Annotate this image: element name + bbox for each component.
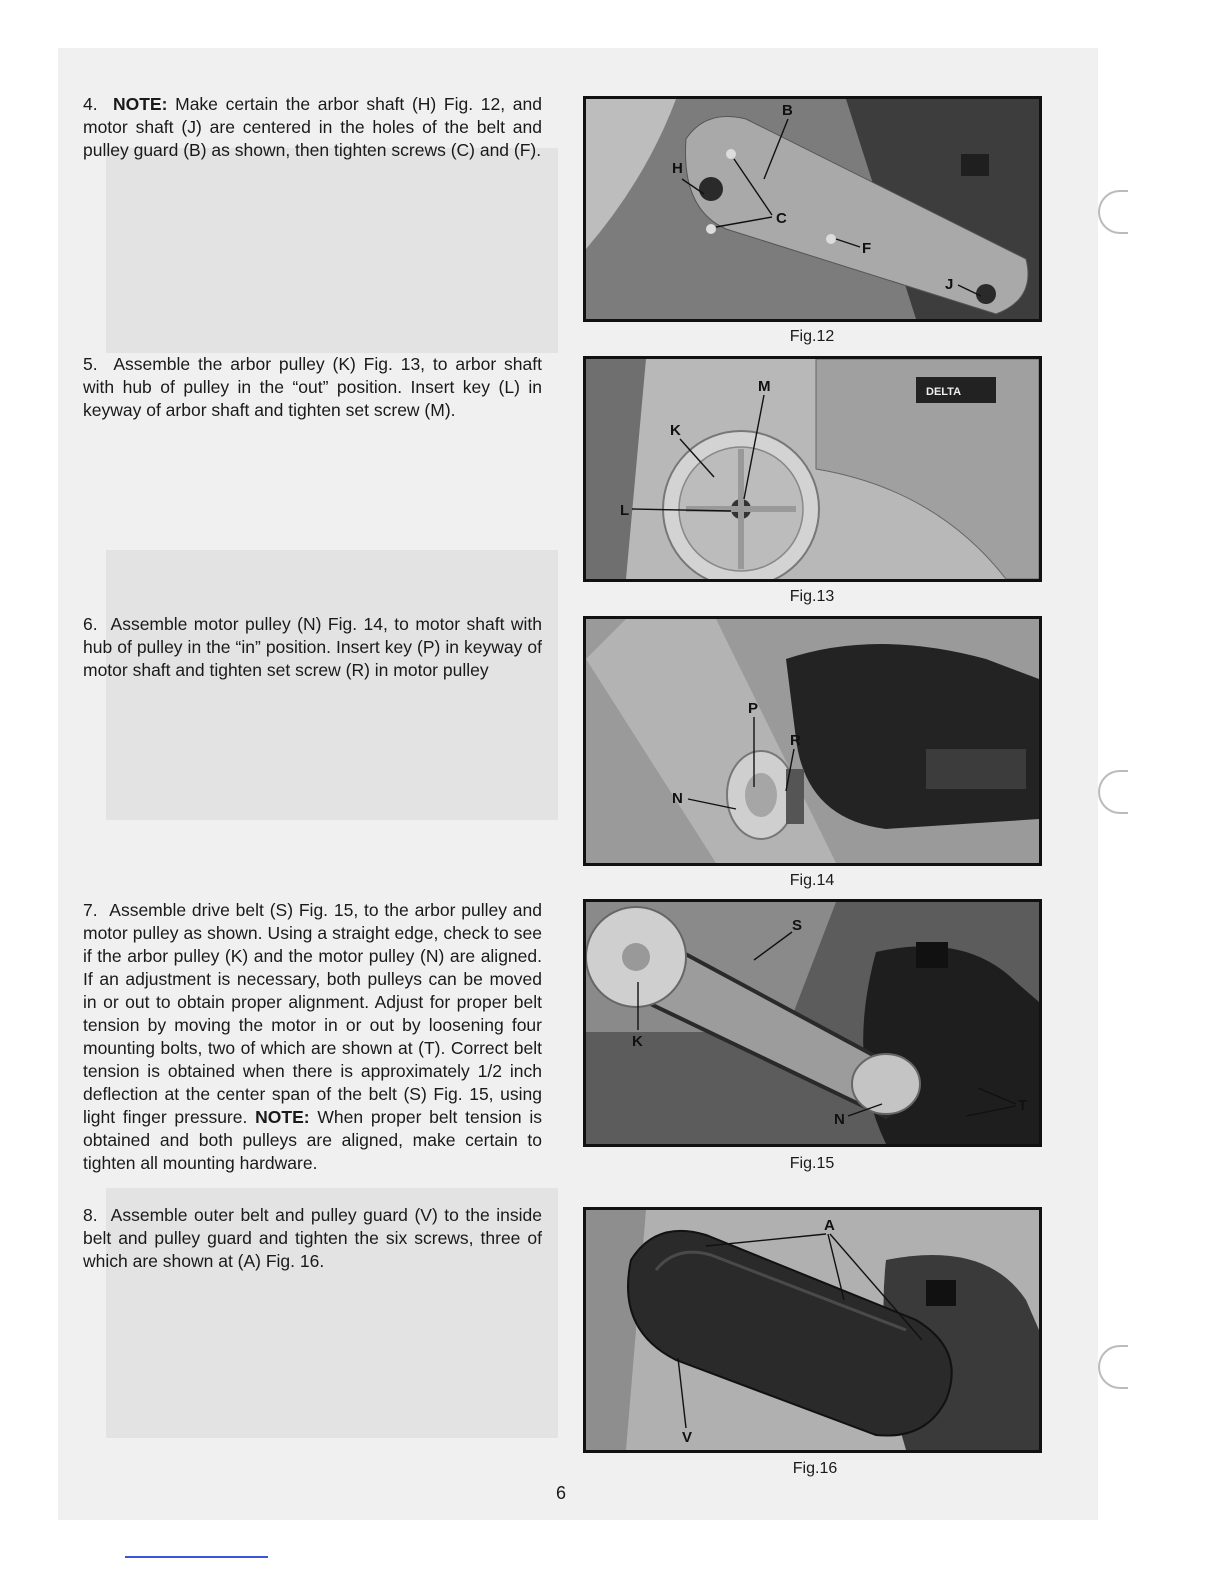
step-7 bbox=[83, 899, 542, 1175]
callout-label-b: B bbox=[782, 102, 793, 119]
page-number: 6 bbox=[556, 1483, 567, 1503]
bleed-through-area bbox=[106, 550, 558, 820]
figure-13-caption: Fig.13 bbox=[789, 588, 835, 605]
step-8 bbox=[83, 1204, 542, 1273]
binder-hole bbox=[1098, 770, 1128, 814]
step-5 bbox=[83, 353, 542, 422]
callout-label-n: N bbox=[834, 1111, 845, 1128]
step-text: Make certain the arbor shaft (H) Fig. 12, and motor shaft (J) are centered in the holes of the belt and pulley guard (B) as shown, then tighten screws (C) and (F). bbox=[83, 94, 542, 160]
callout-label-j: J bbox=[945, 276, 954, 293]
bleed-through-area bbox=[106, 148, 558, 353]
figure-16-photo bbox=[583, 1207, 1042, 1453]
callout-label-c: C bbox=[776, 210, 787, 227]
binder-hole bbox=[1098, 190, 1128, 234]
callout-label-p: P bbox=[748, 700, 759, 717]
step-number: 8. bbox=[83, 1205, 98, 1225]
callout-label-s: S bbox=[792, 917, 803, 934]
binder-hole bbox=[1098, 1345, 1128, 1389]
callout-label-a: A bbox=[824, 1217, 835, 1234]
step-number: 5. bbox=[83, 354, 98, 374]
step-6 bbox=[83, 613, 542, 682]
figure-13-photo bbox=[583, 356, 1042, 582]
figure-12-photo bbox=[583, 96, 1042, 322]
figure-16-caption: Fig.16 bbox=[792, 1460, 838, 1477]
footer-rule bbox=[125, 1556, 268, 1558]
callout-label-l: L bbox=[620, 502, 630, 519]
callout-label-t: T bbox=[1018, 1097, 1028, 1114]
callout-label-r: R bbox=[790, 732, 801, 749]
step-text: Assemble drive belt (S) Fig. 15, to the arbor pulley and motor pulley as shown. Using a straight edge, check to see if the arbor pulley (K) and the motor pulley (N) are aligned. If an adjustment is necessary, both pulleys can be moved in or out to obtain proper alignment. Adjust for proper belt tension by moving the motor in or out by loosening four mounting bolts, two of which are shown at (T). Correct belt tension is obtained when there is approximately 1/2 inch deflection at the center span of the belt (S) Fig. 15, using light finger pressure. bbox=[83, 900, 542, 1127]
step-4 bbox=[83, 93, 542, 162]
figure-14-photo bbox=[583, 616, 1042, 866]
figure-12-caption: Fig.12 bbox=[789, 328, 835, 345]
callout-label-k: K bbox=[632, 1033, 643, 1050]
callout-label-n: N bbox=[672, 790, 683, 807]
callout-label-v: V bbox=[682, 1429, 693, 1446]
figure-15-photo bbox=[583, 899, 1042, 1147]
callout-label-k: K bbox=[670, 422, 681, 439]
step-text: Assemble motor pulley (N) Fig. 14, to motor shaft with hub of pulley in the “in” position. Insert key (P) in keyway of motor shaft and tighten set screw (R) in motor pulley bbox=[83, 614, 543, 680]
figure-15-caption: Fig.15 bbox=[789, 1155, 835, 1172]
delta-nameplate: DELTA bbox=[926, 386, 962, 398]
callout-label-m: M bbox=[758, 378, 771, 395]
step-text: Assemble the arbor pulley (K) Fig. 13, to arbor shaft with hub of pulley in the “out” position. Insert key (L) in keyway of arbor shaft and tighten set screw (M). bbox=[83, 354, 542, 420]
note-label: NOTE: bbox=[112, 94, 168, 114]
step-number: 6. bbox=[83, 614, 98, 634]
step-number: 7. bbox=[83, 900, 98, 920]
callout-label-f: F bbox=[862, 240, 872, 257]
note-label: NOTE: bbox=[255, 1107, 310, 1127]
step-text: When proper belt tension is obtained and both pulleys are aligned, make certain to tighten all mounting hardware. bbox=[83, 1107, 542, 1173]
step-number: 4. bbox=[83, 94, 98, 114]
step-text: Assemble outer belt and pulley guard (V) to the inside belt and pulley guard and tighten the six screws, three of which are shown at (A) Fig. 16. bbox=[83, 1205, 542, 1271]
figure-14-caption: Fig.14 bbox=[789, 872, 835, 889]
callout-label-h: H bbox=[672, 160, 683, 177]
